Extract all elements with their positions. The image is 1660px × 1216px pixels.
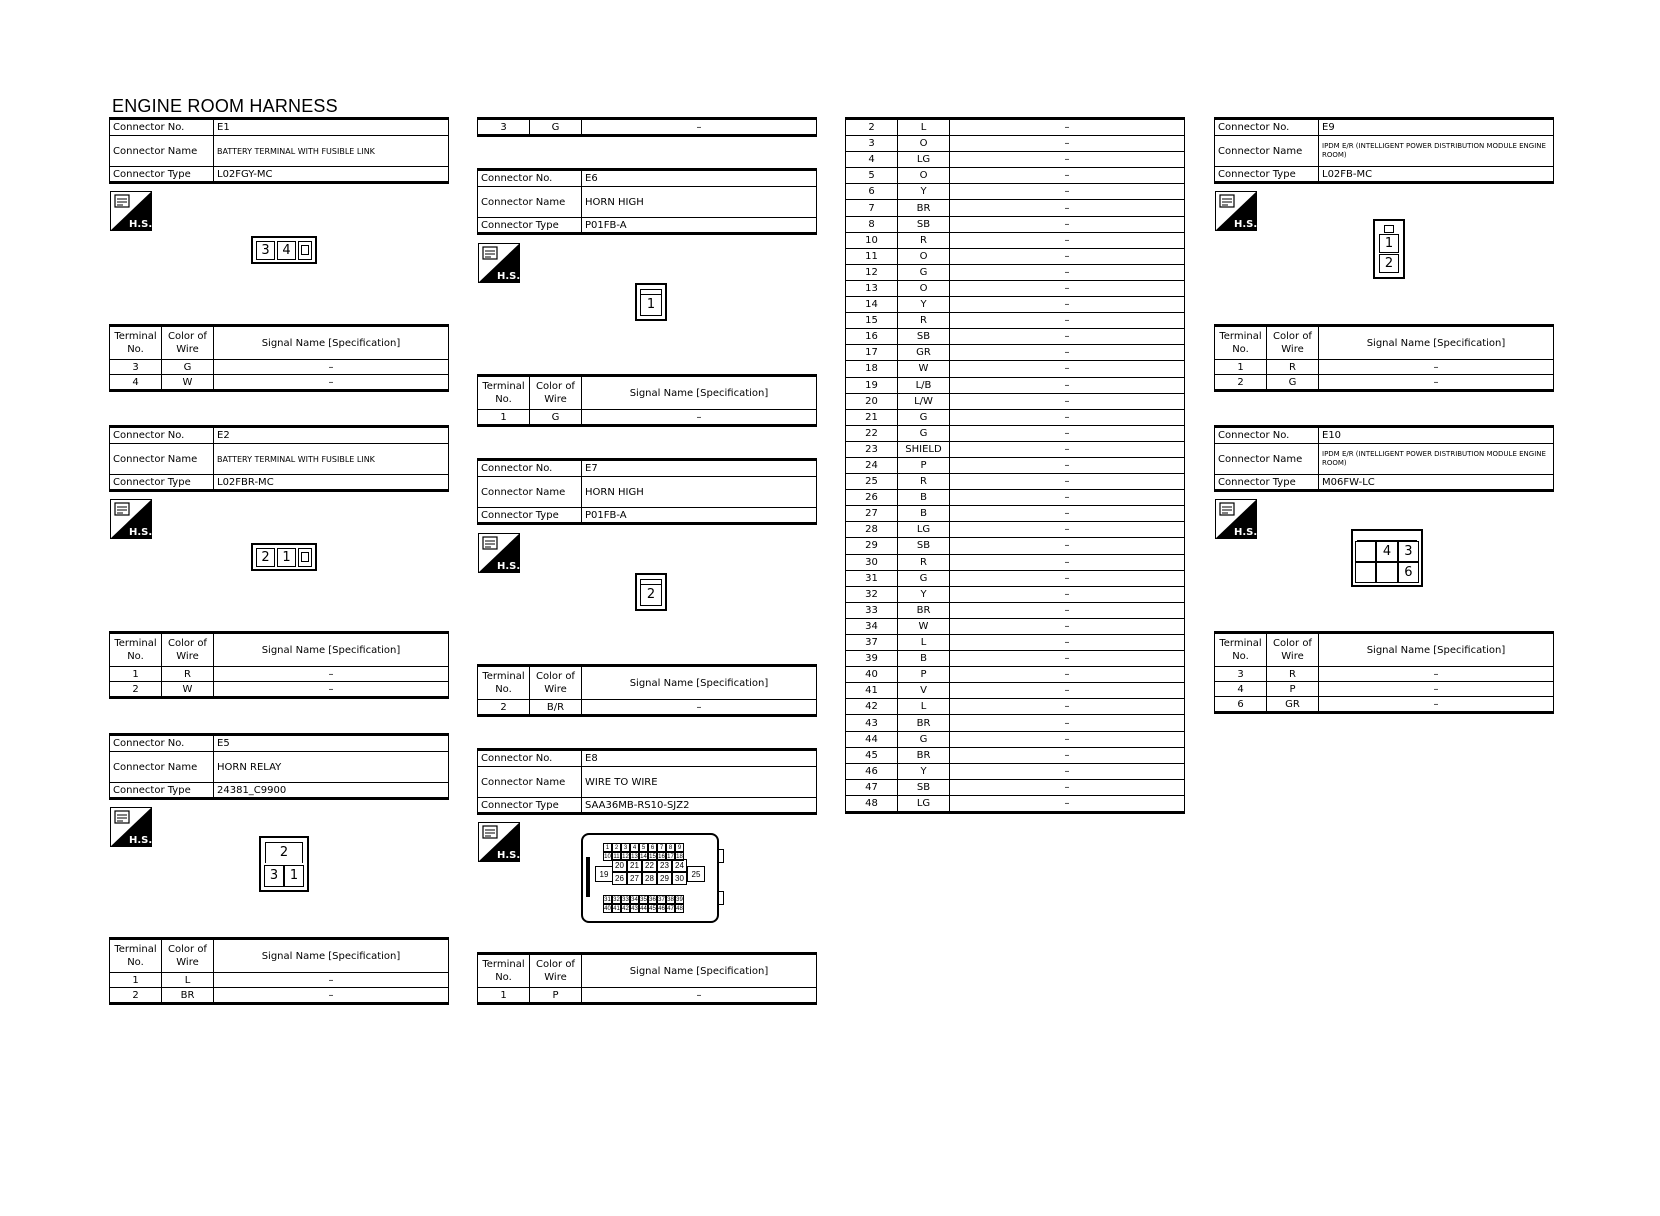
pin-empty <box>1376 562 1397 583</box>
pin: 27 <box>627 872 642 885</box>
svg-text:H.S.: H.S. <box>1234 527 1257 538</box>
table-row: 30 R – <box>846 554 1185 570</box>
connector-e1-terminals <box>109 324 449 392</box>
svg-text:H.S.: H.S. <box>1234 219 1257 230</box>
table-row: 32 Y – <box>846 586 1185 602</box>
hs-icon <box>1215 499 1257 539</box>
table-row: 48 LG – <box>846 795 1185 812</box>
table-row: 1 P – <box>478 988 817 1004</box>
label-connector-type: Connector Type <box>110 475 214 491</box>
connector-e7-info: Connector No. E7 Connector Name HORN HIGH Connector Type P01FB-A <box>477 458 817 525</box>
label-connector-type: Connector Type <box>110 167 214 183</box>
pin: 21 <box>627 859 642 872</box>
table-row: 3 G – <box>110 360 449 375</box>
pin: 22 <box>642 859 657 872</box>
pin: 1 <box>277 548 296 567</box>
pin: 3 <box>264 865 284 887</box>
pin: 6 <box>1398 562 1419 583</box>
hs-icon <box>478 822 520 862</box>
pin: 31 <box>604 896 611 903</box>
hs-icon <box>110 191 152 231</box>
label-connector-no: Connector No. <box>110 119 214 136</box>
pin: 37 <box>658 896 665 903</box>
table-row: 3 R – <box>1215 667 1554 682</box>
pin: 10 <box>604 853 611 860</box>
table-row: 3 G – <box>478 119 817 136</box>
latch <box>298 548 312 567</box>
table-row: 25 R – <box>846 474 1185 490</box>
svg-text:H.S.: H.S. <box>129 527 152 538</box>
table-row: 45 BR – <box>846 747 1185 763</box>
table-row: 21 G – <box>846 409 1185 425</box>
table-row: 43 BR – <box>846 715 1185 731</box>
table-row: 13 O – <box>846 280 1185 296</box>
table-row: 4 P – <box>1215 682 1554 697</box>
pin: 3 <box>621 843 630 852</box>
page-title: ENGINE ROOM HARNESS <box>112 96 338 116</box>
pin: 48 <box>676 905 683 912</box>
connector-e10-info: Connector No. E10 Connector Name IPDM E/R (INTELLIGENT POWER DISTRIBUTION MODULE ENGINE ROOM) Connector Type M06FW-LC <box>1214 425 1554 492</box>
column-4 <box>1214 0 1554 1216</box>
table-row: 14 Y – <box>846 297 1185 313</box>
pin: 25 <box>687 866 705 882</box>
hs-icon <box>110 807 152 847</box>
pin: 33 <box>622 896 629 903</box>
table-row: 40 P – <box>846 667 1185 683</box>
connector-e2-terminals: Terminal No. Color of Wire Signal Name [Specification] 1 R – 2 W – <box>109 631 449 699</box>
connector-e8-continued <box>845 117 1185 814</box>
pin: 36 <box>649 896 656 903</box>
column-3 <box>845 117 1185 814</box>
connector-e10-terminals: Terminal No. Color of Wire Signal Name [Specification] 3 R – 4 P – 6 GR – <box>1214 631 1554 714</box>
pin: 11 <box>613 853 620 860</box>
pin: 2 <box>256 548 275 567</box>
table-row: 11 O – <box>846 248 1185 264</box>
svg-text:H.S.: H.S. <box>497 271 520 282</box>
connector-e7-terminals: Terminal No. Color of Wire Signal Name [Specification] 2 B/R – <box>477 664 817 717</box>
pin: 16 <box>658 853 665 860</box>
pin: 4 <box>1376 541 1397 562</box>
table-row: 29 SB – <box>846 538 1185 554</box>
connector-name-value: BATTERY TERMINAL WITH FUSIBLE LINK <box>214 136 449 167</box>
table-row: 2 G – <box>1215 375 1554 391</box>
label-connector-no: Connector No. <box>110 427 214 444</box>
pin: 1 <box>640 294 662 316</box>
pin: 3 <box>1398 541 1419 562</box>
pin: 14 <box>640 853 647 860</box>
hs-icon <box>1215 191 1257 231</box>
pin: 17 <box>667 853 674 860</box>
connector-e9-face <box>1373 219 1405 279</box>
table-row: 1 G – <box>478 410 817 426</box>
pin: 1 <box>1379 234 1399 253</box>
pin: 15 <box>649 853 656 860</box>
connector-e1-continued <box>477 117 817 137</box>
table-row: 4 W – <box>110 375 449 391</box>
connector-e8-terminals: Terminal No. Color of Wire Signal Name [Specification] 1 P – <box>477 952 817 1005</box>
pin-empty <box>1355 562 1376 583</box>
latch <box>298 241 312 260</box>
connector-type-value: L02FGY-MC <box>214 167 449 183</box>
table-row: 44 G – <box>846 731 1185 747</box>
column-2 <box>477 0 817 1216</box>
pin: 28 <box>642 872 657 885</box>
pin: 35 <box>640 896 647 903</box>
hs-icon <box>478 533 520 573</box>
pin: 9 <box>675 843 684 852</box>
svg-text:H.S.: H.S. <box>497 561 520 572</box>
connector-e5-face <box>259 836 309 892</box>
pin: 34 <box>631 896 638 903</box>
connector-e2-info <box>109 425 449 492</box>
pin: 2 <box>1379 254 1399 273</box>
table-row: 7 BR – <box>846 200 1185 216</box>
connector-type-value: L02FBR-MC <box>214 475 449 491</box>
pin: 4 <box>277 241 296 260</box>
connector-e8-info: Connector No. E8 Connector Name WIRE TO WIRE Connector Type SAA36MB-RS10-SJZ2 <box>477 748 817 815</box>
table-row: 23 SHIELD – <box>846 441 1185 457</box>
pin: 30 <box>672 872 687 885</box>
svg-text:H.S.: H.S. <box>497 850 520 861</box>
pin: 39 <box>676 896 683 903</box>
table-row: 17 GR – <box>846 345 1185 361</box>
pin: 32 <box>613 896 620 903</box>
pin: 1 <box>284 865 304 887</box>
table-row: 41 V – <box>846 683 1185 699</box>
color-header: Color of Wire <box>162 326 214 360</box>
pin: 1 <box>603 843 612 852</box>
pin: 19 <box>595 866 613 882</box>
connector-no-value: E2 <box>214 427 449 444</box>
pin: 18 <box>676 853 683 860</box>
connector-e2-face <box>251 543 317 571</box>
pin: 47 <box>667 905 674 912</box>
pin: 12 <box>622 853 629 860</box>
pin: 4 <box>630 843 639 852</box>
pin: 2 <box>612 843 621 852</box>
pin: 45 <box>649 905 656 912</box>
pin: 42 <box>622 905 629 912</box>
table-row: 16 SB – <box>846 329 1185 345</box>
table-row: 47 SB – <box>846 779 1185 795</box>
table-row: 12 G – <box>846 264 1185 280</box>
table-row: 1 R – <box>110 667 449 682</box>
table-row: 15 R – <box>846 313 1185 329</box>
connector-e5-terminals: Terminal No. Color of Wire Signal Name [Specification] 1 L – 2 BR – <box>109 937 449 1005</box>
hs-icon <box>478 243 520 283</box>
table-row: 1 L – <box>110 973 449 988</box>
table-row: 26 B – <box>846 490 1185 506</box>
connector-e6-terminals: Terminal No. Color of Wire Signal Name [Specification] 1 G – <box>477 374 817 427</box>
connector-e7-face <box>635 573 667 611</box>
pin: 3 <box>256 241 275 260</box>
table-row: 8 SB – <box>846 216 1185 232</box>
pin: 24 <box>672 859 687 872</box>
connector-e6-face <box>635 283 667 321</box>
table-row: 24 P – <box>846 457 1185 473</box>
table-row: 42 L – <box>846 699 1185 715</box>
table-row: 4 LG – <box>846 152 1185 168</box>
table-row: 6 Y – <box>846 184 1185 200</box>
table-row: 22 G – <box>846 425 1185 441</box>
pin-empty <box>1355 541 1376 562</box>
pin: 41 <box>613 905 620 912</box>
signal-header: Signal Name [Specification] <box>214 326 449 360</box>
connector-name-value: BATTERY TERMINAL WITH FUSIBLE LINK <box>214 444 449 475</box>
pin: 26 <box>612 872 627 885</box>
column-1 <box>109 0 449 1216</box>
table-row: 37 L – <box>846 635 1185 651</box>
connector-e1-face <box>251 236 317 264</box>
hs-icon <box>110 499 152 539</box>
connector-e6-info: Connector No. E6 Connector Name HORN HIGH Connector Type P01FB-A <box>477 168 817 235</box>
pin: 2 <box>265 842 303 863</box>
pin: 8 <box>666 843 675 852</box>
pin: 6 <box>648 843 657 852</box>
table-row: 6 GR – <box>1215 697 1554 713</box>
pin: 46 <box>658 905 665 912</box>
pin: 40 <box>604 905 611 912</box>
label-connector-name: Connector Name <box>110 136 214 167</box>
table-row: 2 B/R – <box>478 700 817 716</box>
table-row: 2 W – <box>110 682 449 698</box>
table-row: 3 O – <box>846 136 1185 152</box>
connector-e1-info <box>109 117 449 184</box>
connector-e9-terminals: Terminal No. Color of Wire Signal Name [Specification] 1 R – 2 G – <box>1214 324 1554 392</box>
label-connector-name: Connector Name <box>110 444 214 475</box>
table-row: 5 O – <box>846 168 1185 184</box>
table-row: 19 L/B – <box>846 377 1185 393</box>
pin: 38 <box>667 896 674 903</box>
table-row: 46 Y – <box>846 763 1185 779</box>
table-row: 2 BR – <box>110 988 449 1004</box>
table-row: 34 W – <box>846 618 1185 634</box>
table-row: 28 LG – <box>846 522 1185 538</box>
pin: 29 <box>657 872 672 885</box>
table-row: 33 BR – <box>846 602 1185 618</box>
table-row: 18 W – <box>846 361 1185 377</box>
pin: 44 <box>640 905 647 912</box>
table-row: 1 R – <box>1215 360 1554 375</box>
pin: 5 <box>639 843 648 852</box>
pin: 20 <box>612 859 627 872</box>
connector-e8-face <box>581 833 719 923</box>
table-row: 31 G – <box>846 570 1185 586</box>
connector-e9-info: Connector No. E9 Connector Name IPDM E/R (INTELLIGENT POWER DISTRIBUTION MODULE ENGINE ROOM) Connector Type L02FB-MC <box>1214 117 1554 184</box>
connector-e5-info: Connector No. E5 Connector Name HORN RELAY Connector Type 24381_C9900 <box>109 733 449 800</box>
pin: 13 <box>631 853 638 860</box>
pin: 43 <box>631 905 638 912</box>
table-row: 27 B – <box>846 506 1185 522</box>
svg-text:H.S.: H.S. <box>129 219 152 230</box>
pin: 7 <box>657 843 666 852</box>
svg-text:H.S.: H.S. <box>129 835 152 846</box>
connector-no-value: E1 <box>214 119 449 136</box>
terminal-header: Terminal No. <box>110 326 162 360</box>
pin: 2 <box>640 584 662 606</box>
table-row: 20 L/W – <box>846 393 1185 409</box>
table-row: 2 L – <box>846 119 1185 136</box>
table-row: 39 B – <box>846 651 1185 667</box>
connector-e10-face <box>1351 529 1423 587</box>
pin: 23 <box>657 859 672 872</box>
table-row: 10 R – <box>846 232 1185 248</box>
